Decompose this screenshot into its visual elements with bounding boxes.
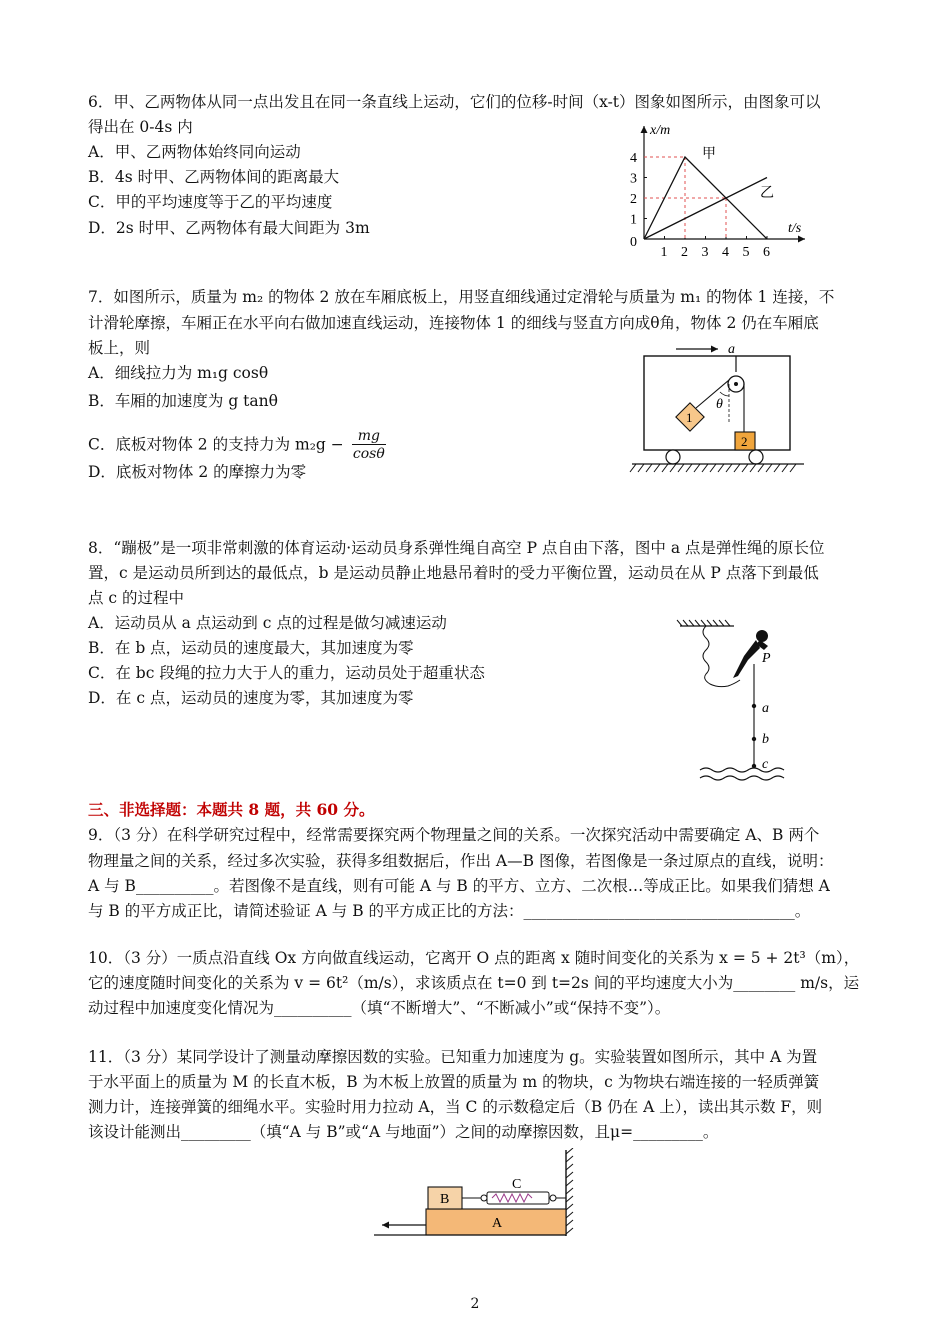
block-2-label: 2: [741, 434, 748, 449]
hatch-mark: [790, 464, 796, 472]
hatch-mark: [758, 464, 764, 472]
hatch-mark: [686, 464, 692, 472]
q8-stem-line3: 点 c 的过程中: [88, 589, 185, 607]
hatch-mark: [702, 464, 708, 472]
x-tick-label: 5: [742, 245, 750, 260]
q11-line2: 于水平面上的质量为 M 的长直木板，B 为木板上放置的质量为 m 的物块，c 为物块右端连接的一轻质弹簧: [88, 1073, 820, 1091]
q10-line1: 10．（3 分）一质点沿直线 Ox 方向做直线运动，它离开 O 点的距离 x 随时间变化的关系为 x = 5 + 2t³（m），: [88, 949, 860, 967]
fraction-numerator: mg: [352, 428, 386, 445]
spring-scale-label: C: [512, 1177, 522, 1192]
hatch-mark: [694, 464, 700, 472]
block-b-label: B: [440, 1192, 450, 1207]
hatch-mark: [726, 464, 732, 472]
hatch-mark: [713, 620, 718, 626]
acceleration-label: a: [728, 342, 735, 357]
x-tick-label: 4: [722, 245, 729, 260]
hatch-mark: [701, 620, 706, 626]
q7-option-c: [88, 428, 386, 463]
hatch-mark: [638, 464, 644, 472]
origin-label: 0: [630, 235, 637, 250]
hatch-mark: [718, 464, 724, 472]
q6-option-a: A．甲、乙两物体始终同向运动: [88, 143, 301, 161]
q9-line2: 物理量之间的关系，经过多次实验，获得多组数据后，作出 A—B 图像，若图像是一条过原点的直线，说明：: [88, 852, 834, 870]
hatch-mark: [766, 464, 772, 472]
hatch-mark: [719, 620, 724, 626]
section-heading: 三、非选择题：本题共 8 题，共 60 分。: [88, 800, 375, 819]
hatch-mark: [689, 620, 694, 626]
water-waves: [700, 768, 784, 780]
hatch-mark: [710, 464, 716, 472]
hatch-mark: [566, 1164, 573, 1170]
board-a-label: A: [492, 1216, 503, 1231]
q7-option-b: B．车厢的加速度为 g tanθ: [88, 392, 278, 410]
hatch-mark: [566, 1196, 573, 1202]
q7-option-c-text: C．底板对物体 2 的支持力为 m₂g −: [88, 435, 344, 454]
q6-xt-graph: [620, 118, 820, 263]
theta-label: θ: [716, 397, 723, 412]
q10-line3: 动过程中加速度变化情况为__________（填“不断增大”、“不断减小”或“保持不变”）。: [88, 999, 671, 1017]
q6-stem-line2: 得出在 0-4s 内: [88, 118, 193, 136]
q6-option-c: C．甲的平均速度等于乙的平均速度: [88, 193, 333, 211]
y-tick-label: 1: [630, 212, 637, 228]
q7-option-d: D．底板对物体 2 的摩擦力为零: [88, 463, 307, 481]
q8-option-c: C．在 bc 段绳的拉力大于人的重力，运动员处于超重状态: [88, 664, 485, 682]
q8-stem-line2: 置，c 是运动员所到达的最低点，b 是运动员静止地悬吊着时的受力平衡位置，运动员在从 P 点落下到最低: [88, 564, 819, 582]
q11-line3: 测力计，连接弹簧的细绳水平。实验时用力拉动 A，当 C 的示数稳定后（B 仍在 A 上），读出其示数 F，则: [88, 1098, 823, 1116]
wheel-left-icon: [666, 450, 680, 464]
q8-bungee-figure: [670, 616, 800, 786]
point-b-label: b: [762, 732, 769, 747]
q11-line4: 该设计能测出_________（填“A 与 B”或“A 与地面”）之间的动摩擦因数，且μ=_________。: [88, 1123, 719, 1141]
q11-friction-figure: [370, 1148, 580, 1248]
hatch-mark: [742, 464, 748, 472]
yi-label: 乙: [760, 186, 774, 201]
hatch-mark: [683, 620, 688, 626]
q6-option-d: D．2s 时甲、乙两物体有最大间距为 3m: [88, 219, 370, 237]
page-number: 2: [470, 1296, 480, 1312]
x-tick-label: 6: [763, 245, 770, 260]
y-tick-label: 4: [630, 151, 637, 166]
q7-carriage-figure: [628, 338, 808, 488]
q7-option-a: A．细线拉力为 m₁g cosθ: [88, 364, 269, 382]
q7-stem-line3: 板上，则: [88, 339, 151, 357]
point-p-label: P: [762, 651, 771, 666]
hatch-mark: [566, 1180, 573, 1186]
hatch-mark: [707, 620, 712, 626]
hatch-mark: [630, 464, 636, 472]
hatch-mark: [734, 464, 740, 472]
q9-line4: 与 B 的平方成正比，请简述验证 A 与 B 的平方成正比的方法：___________________________________。: [88, 902, 811, 920]
hatch-mark: [678, 464, 684, 472]
hatch-mark: [695, 620, 700, 626]
hatch-mark: [566, 1220, 573, 1226]
q7-stem-line2: 计滑轮摩擦，车厢正在水平向右做加速直线运动，连接物体 1 的细线与竖直方向成θ角，物体 2 仍在车厢底: [88, 314, 819, 332]
hatch-mark: [566, 1212, 573, 1218]
y-tick-label: 2: [630, 192, 637, 207]
hatch-mark: [750, 464, 756, 472]
q7-stem-line1: 7．如图所示，质量为 m₂ 的物体 2 放在车厢底板上，用竖直细线通过定滑轮与质量为 m₁ 的物体 1 连接，不: [88, 288, 835, 306]
q8-option-d: D．在 c 点，运动员的速度为零，其加速度为零: [88, 689, 414, 707]
wheel-right-icon: [749, 450, 763, 464]
q7-option-c-fraction: [352, 428, 386, 463]
q6-option-b: B．4s 时甲、乙两物体间的距离最大: [88, 168, 340, 186]
x-tick-label: 3: [701, 245, 709, 260]
q6-stem-line1: 6．甲、乙两物体从同一点出发且在同一条直线上运动，它们的位移-时间（x-t）图象如图所示，由图象可以: [88, 93, 821, 111]
x-tick-label: 2: [681, 245, 688, 260]
y-axis-label: x/m: [650, 123, 671, 138]
series-line-yi: [644, 178, 767, 240]
hatch-mark: [566, 1204, 573, 1210]
y-tick-label: 3: [630, 171, 637, 187]
jia-label: 甲: [702, 147, 716, 162]
q10-line2: 它的速度随时间变化的关系为 v = 6t²（m/s），求该质点在 t=0 到 t=2s 间的平均速度大小为________ m/s，运: [88, 974, 860, 992]
q8-option-a: A．运动员从 a 点运动到 c 点的过程是做匀减速运动: [88, 614, 447, 632]
hatch-mark: [566, 1148, 573, 1154]
hatch-mark: [774, 464, 780, 472]
hatch-mark: [662, 464, 668, 472]
hatch-mark: [646, 464, 652, 472]
hatch-mark: [566, 1156, 573, 1162]
hatch-mark: [677, 620, 682, 626]
hatch-mark: [566, 1228, 573, 1234]
hatch-mark: [566, 1188, 573, 1194]
q8-option-b: B．在 b 点，运动员的速度最大，其加速度为零: [88, 639, 414, 657]
q11-line1: 11．（3 分）某同学设计了测量动摩擦因数的实验。已知重力加速度为 g。实验装置如图所示，其中 A 为置: [88, 1048, 818, 1066]
q9-line3: A 与 B__________。若图像不是直线，则有可能 A 与 B 的平方、立方、二次根…等成正比。如果我们猜想 A: [88, 877, 830, 895]
block-1-label: 1: [686, 410, 693, 425]
hatch-mark: [654, 464, 660, 472]
hatch-mark: [782, 464, 788, 472]
point-c-label: c: [762, 757, 769, 772]
x-axis-label: t/s: [788, 221, 802, 236]
q9-line1: 9．（3 分）在科学研究过程中，经常需要探究两个物理量之间的关系。一次探究活动中需要确定 A、B 两个: [88, 826, 820, 844]
point-a-label: a: [762, 701, 769, 716]
hatch-mark: [670, 464, 676, 472]
x-tick-label: 1: [660, 245, 668, 260]
slack-rope: [703, 626, 740, 687]
hatch-mark: [566, 1172, 573, 1178]
fraction-denominator: cosθ: [352, 446, 385, 462]
q8-stem-line1: 8．“蹦极”是一项非常刺激的体育运动·运动员身系弹性绳自高空 P 点自由下落，图中 a 点是弹性绳的原长位: [88, 539, 825, 557]
hatch-mark: [725, 620, 730, 626]
